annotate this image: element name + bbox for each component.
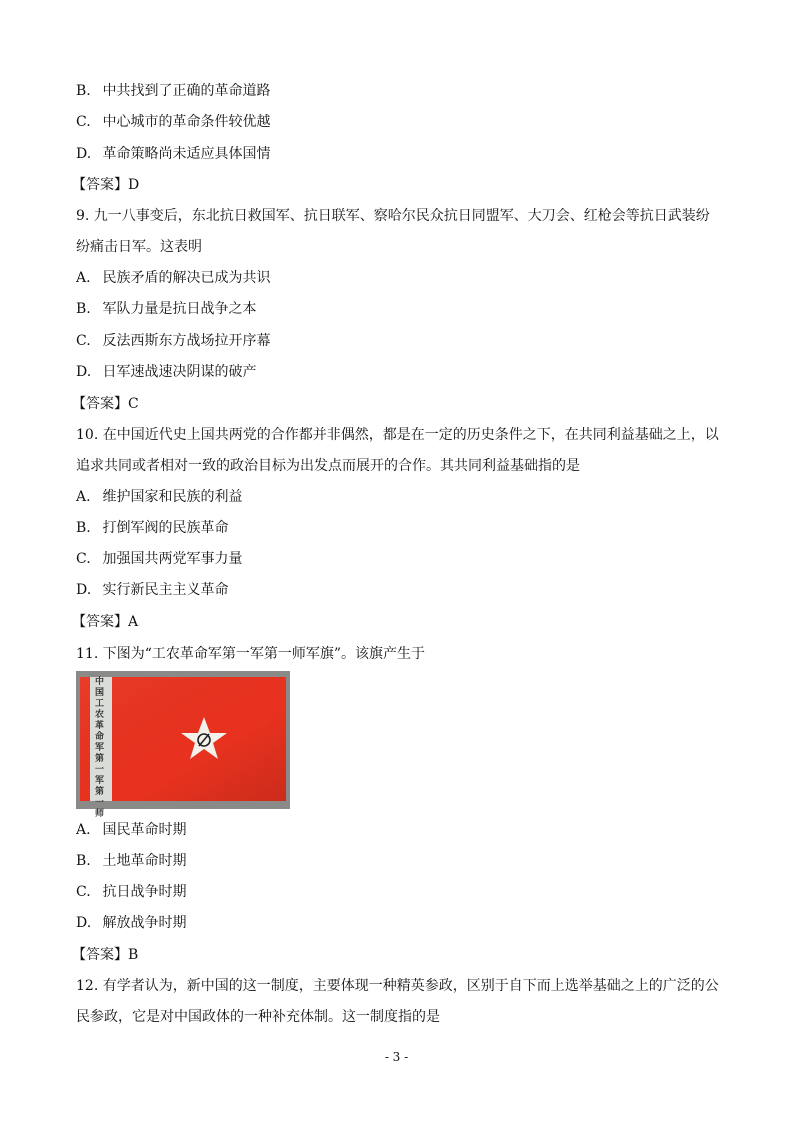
option-letter: C. (76, 333, 91, 349)
option-letter: D. (76, 582, 92, 598)
option-text: 民族矛盾的解决已成为共识 (102, 270, 271, 286)
option-letter: B. (76, 301, 91, 317)
option-text: 革命策略尚未适应具体国情 (102, 146, 271, 162)
option-letter: A. (76, 489, 91, 505)
option-text: 中心城市的革命条件较优越 (102, 114, 271, 130)
q12-stem: 12. 有学者认为，新中国的这一制度，主要体现一种精英参政，区别于自下而上选举基础之上的广泛的公民参政，它是对中国政体的一种补充体制。这一制度指的是 (76, 978, 719, 1025)
q9-option-d (76, 362, 256, 382)
q9-stem: 9. 九一八事变后，东北抗日救国军、抗日联军、察哈尔民众抗日同盟军、大刀会、红枪会等抗日武装纷纷痛击日军。这表明 (76, 208, 710, 255)
q11-option-a (76, 820, 186, 840)
q10-stem: 10. 在中国近代史上国共两党的合作都并非偶然，都是在一定的历史条件之下，在共同利益基础之上，以追求共同或者相对一致的政治目标为出发点而展开的合作。其共同利益基础指的是 (76, 427, 719, 474)
option-text: 维护国家和民族的利益 (102, 489, 243, 505)
q11-option-d (76, 913, 186, 933)
flag-inscription: 中国工农革命军第一军第一师 (95, 677, 105, 819)
option-letter: B. (76, 520, 91, 536)
option-text: 抗日战争时期 (102, 884, 187, 900)
q10-option-d (76, 580, 228, 600)
option-letter: C. (76, 884, 91, 900)
option-text: 土地革命时期 (102, 853, 187, 869)
q8-option-b (76, 81, 270, 101)
option-letter: D. (76, 915, 92, 931)
q10-option-b (76, 518, 228, 538)
option-letter: A. (76, 270, 91, 286)
option-letter: B. (76, 83, 91, 99)
option-letter: D. (76, 364, 92, 380)
q11-stem: 11. 下图为“工农革命军第一军第一师军旗”。该旗产生于 (76, 646, 426, 662)
option-text: 国民革命时期 (102, 822, 187, 838)
q11-answer: 【答案】B (72, 947, 139, 963)
flag-illustration (76, 671, 290, 809)
option-text: 解放战争时期 (102, 915, 187, 931)
option-text: 加强国共两党军事力量 (102, 551, 243, 567)
option-letter: C. (76, 551, 91, 567)
q8-answer: 【答案】D (72, 177, 140, 193)
option-letter: B. (76, 853, 91, 869)
option-text: 军队力量是抗日战争之本 (102, 301, 257, 317)
q8-option-c (76, 112, 270, 132)
q11-option-c (76, 882, 186, 902)
q9-option-a (76, 268, 270, 288)
q8-option-d (76, 144, 270, 164)
option-text: 反法西斯东方战场拉开序幕 (102, 333, 271, 349)
option-text: 实行新民主主义革命 (102, 582, 229, 598)
option-text: 中共找到了正确的革命道路 (102, 83, 271, 99)
flag-photo (76, 671, 290, 819)
option-letter: A. (76, 822, 91, 838)
q9-option-b (76, 299, 256, 319)
option-text: 日军速战速决阴谋的破产 (102, 364, 257, 380)
q9-option-c (76, 331, 270, 351)
q11-option-b (76, 851, 186, 871)
q10-option-c (76, 549, 242, 569)
option-letter: C. (76, 114, 91, 130)
q10-option-a (76, 487, 242, 507)
page-number: - 3 - (384, 1050, 409, 1064)
option-text: 打倒军阀的民族革命 (102, 520, 229, 536)
q10-answer: 【答案】A (72, 614, 139, 630)
q9-answer: 【答案】C (72, 396, 139, 412)
option-letter: D. (76, 146, 92, 162)
